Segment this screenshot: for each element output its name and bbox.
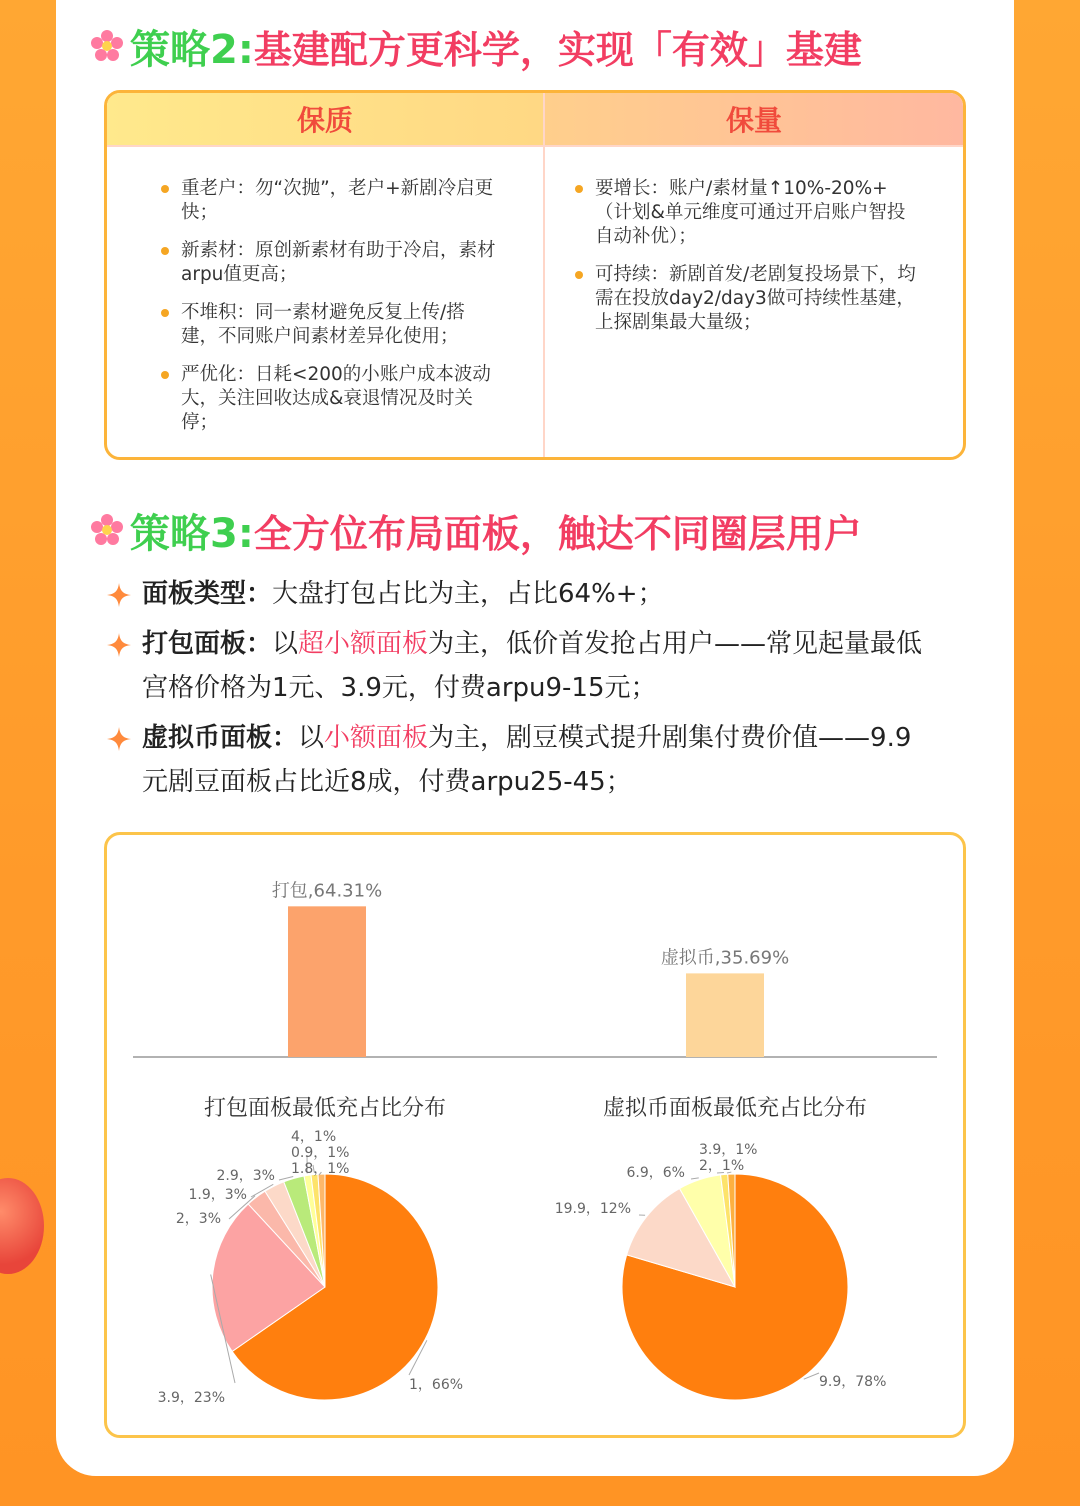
section3-prefix: 策略3: [130, 510, 254, 557]
bar-打包 [288, 906, 366, 1057]
bullet-label: 面板类型： [142, 579, 273, 609]
table-header-quality: 保质 [107, 93, 543, 145]
bullet-highlight: 超小额面板 [298, 629, 429, 659]
list-item [575, 263, 919, 335]
pie-slice-label: 3.9，1% [699, 1142, 758, 1158]
chart-panel [104, 832, 966, 1438]
list-item [161, 177, 501, 225]
pie-slice-label: 3.9，23% [157, 1390, 225, 1406]
list-item [106, 716, 936, 804]
pie-slice-label: 4，1% [291, 1129, 337, 1145]
quantity-list [575, 177, 919, 349]
list-item [161, 239, 501, 287]
bar-data-label: 虚拟币,35.69% [660, 947, 790, 969]
bullet-text: 为主，剧豆模式提升剧集付费价值——9.9元剧豆面板占比近8成，付费arpu25-45； [142, 723, 912, 797]
charts-svg [107, 835, 963, 1435]
bullet-dot-icon [161, 371, 169, 379]
table-divider [543, 93, 545, 457]
pie-leader-line [691, 1178, 699, 1179]
list-item-text: 要增长：账户/素材量↑10%-20%+（计划&单元维度可通过开启账户智投自动补优）； [595, 178, 906, 247]
flower-icon [90, 513, 124, 547]
table-header-quantity: 保量 [545, 93, 963, 145]
pie-slice-label: 2，1% [699, 1158, 745, 1174]
sparkle-icon [106, 726, 132, 752]
list-item [161, 301, 501, 349]
decorative-blob [0, 1178, 44, 1274]
bullet-highlight: 小额面板 [324, 723, 429, 753]
bullet-dot-icon [161, 185, 169, 193]
bullet-text: 为主，低价首发抢占用户——常见起量最低宫格价格为1元、3.9元，付费arpu9-15元； [142, 629, 923, 703]
table-divider [107, 145, 963, 147]
bar-chart [133, 880, 937, 1057]
section2-title: 基建配方更科学，实现「有效」基建 [253, 27, 862, 72]
pie2-title: 虚拟币面板最低充占比分布 [602, 1096, 868, 1121]
section2-heading [90, 18, 862, 74]
list-item [106, 572, 936, 616]
list-item [575, 177, 919, 249]
bullet-text: 以 [272, 629, 299, 659]
pie-slice-label: 19.9，12% [554, 1201, 631, 1217]
quality-list [161, 177, 501, 449]
bullet-text: 以 [298, 723, 325, 753]
bullet-dot-icon [575, 185, 583, 193]
flower-icon [90, 29, 124, 63]
list-item [161, 363, 501, 435]
sparkle-icon [106, 632, 132, 658]
pie-slice-label: 9.9，78% [819, 1374, 887, 1390]
pie-slice-label: 1，66% [409, 1377, 464, 1393]
list-item-text: 严优化：日耗<200的小账户成本波动大，关注回收达成&衰退情况及时关停； [181, 364, 491, 433]
pie-chart-virtual [555, 1142, 887, 1400]
section3-title: 全方位布局面板，触达不同圈层用户 [253, 511, 862, 556]
pie-slice-label: 1.9，3% [188, 1187, 247, 1203]
bar-虚拟币 [686, 973, 764, 1057]
pie-slice-label: 0.9，1% [291, 1145, 350, 1161]
bullet-dot-icon [575, 271, 583, 279]
list-item-text: 新素材：原创新素材有助于冷启，素材arpu值更高； [181, 240, 496, 285]
pie-chart-pack [158, 1129, 463, 1406]
pie-slice-label: 1.8，1% [291, 1161, 350, 1177]
panel-bullets [106, 572, 936, 810]
list-item-text: 可持续：新剧首发/老剧复投场景下，均需在投放day2/day3做可持续性基建，上探剧集最大量级； [595, 264, 916, 333]
bullet-text: 大盘打包占比为主，占比64%+； [272, 579, 664, 609]
list-item [106, 622, 936, 710]
bullet-dot-icon [161, 247, 169, 255]
bullet-label: 打包面板： [142, 629, 273, 659]
pie1-title: 打包面板最低充占比分布 [203, 1096, 447, 1121]
strategy-table [104, 90, 966, 460]
bullet-label: 虚拟币面板： [142, 723, 299, 753]
bar-data-label: 打包,64.31% [271, 880, 383, 902]
pie-slice-label: 6.9，6% [626, 1165, 685, 1181]
list-item-text: 重老户：勿“次抛”，老户+新剧冷启更快； [181, 178, 494, 223]
section3-heading [90, 502, 862, 558]
pie-slice-label: 2.9，3% [216, 1168, 275, 1184]
bullet-dot-icon [161, 309, 169, 317]
section2-prefix: 策略2: [130, 26, 254, 73]
sparkle-icon [106, 582, 132, 608]
pie-slice-label: 2，3% [175, 1211, 221, 1227]
list-item-text: 不堆积：同一素材避免反复上传/搭建，不同账户间素材差异化使用； [181, 302, 465, 347]
